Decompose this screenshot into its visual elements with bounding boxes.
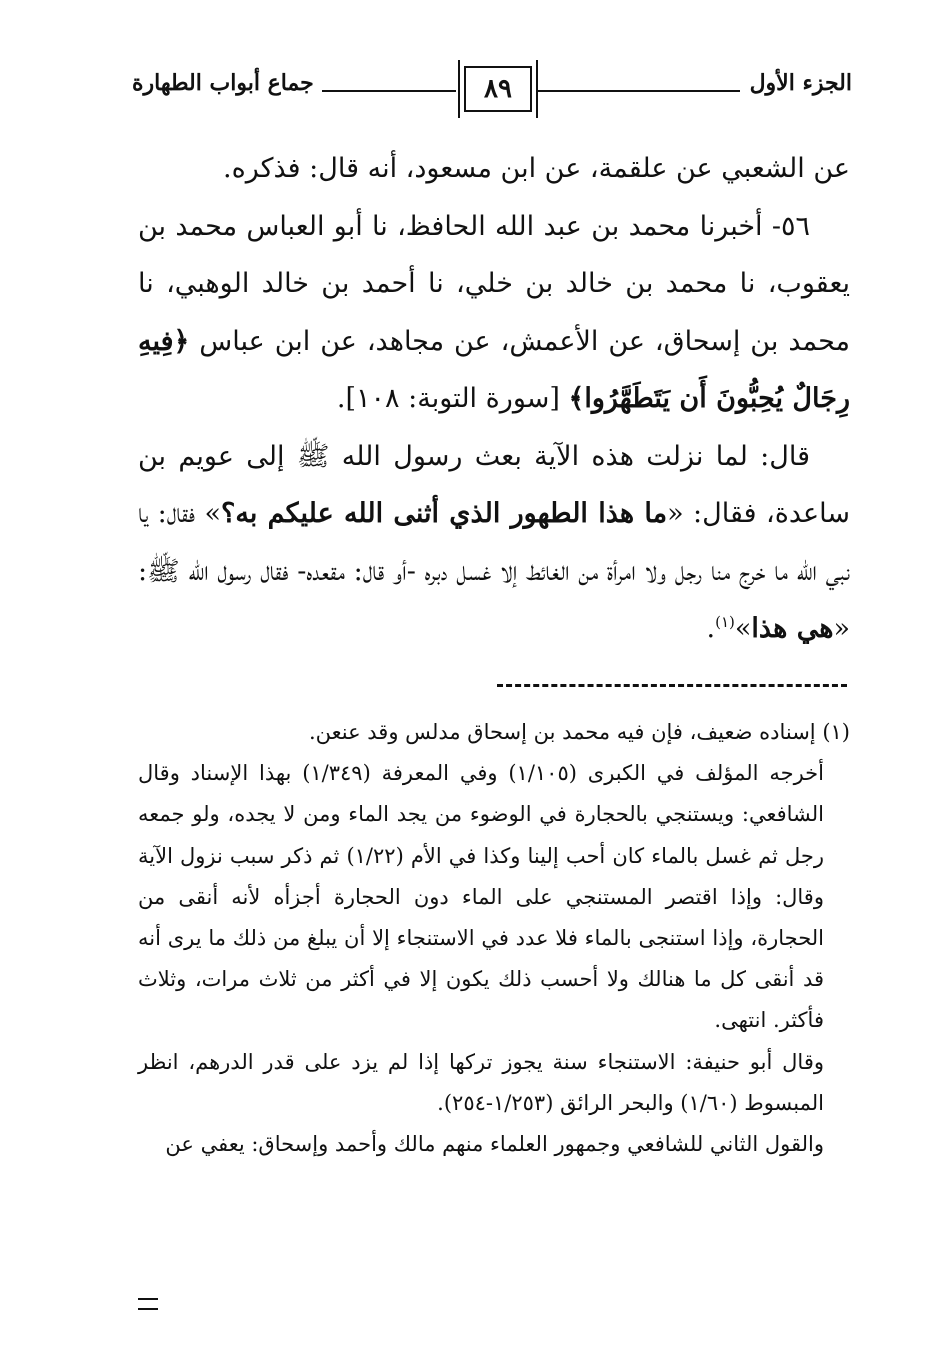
hadith-isnad: ٥٦- أخبرنا محمد بن عبد الله الحافظ، نا أبو العباس محمد بن يعقوب، نا محمد بن خالد بن خلي، نا أحمد بن خالد الوهبي، نا محمد بن إسحاق، عن الأعمش، عن مجاهد، عن ابن عباس [138,210,850,357]
footnotes [138,712,850,1165]
prophet-quote-2: هي هذا [751,613,834,644]
quote-close: » [734,613,752,644]
footnote-separator [497,684,847,687]
ayah-reference: [سورة التوبة: ١٠٨]. [336,383,569,414]
narration-end: . [706,613,716,644]
chapter-title: جماع أبواب الطهارة [132,70,314,96]
footnote-1-continued: والقول الثاني للشافعي وجمهور العلماء منهم مالك وأحمد وإسحاق: يعفي عن [165,1132,824,1157]
header-rule-left [322,90,456,92]
paragraph-hadith-56 [138,198,850,428]
footnote-1-hanafi: وقال أبو حنيفة: الاستنجاء سنة يجوز تركها إذا لم يزد على قدر الدرهم، انظر المبسوط (١/٦٠) والبحر الرائق (١/٢٥٣-٢٥٤). [138,1049,824,1115]
footnote-1: (١) إسناده ضعيف، فإن فيه محمد بن إسحاق مدلس وقد عنعن. [308,720,850,744]
running-header [132,62,852,118]
main-text [138,140,850,658]
footnote-ref-1[interactable]: (١) [715,613,735,631]
narration-text-1: قال: لما نزلت هذه الآية بعث رسول الله ﷺ إلى عويم بن ساعدة، فقال: « [138,440,851,529]
narration-text-2: » فقال: يا نبي الله ما خرج منا رجل ولا امرأة من الغائط إلا غسل دبره -أو قال: مقعده- فقال رسول الله ﷺ: « [138,498,850,644]
paragraph-narration [138,428,850,658]
quran-ayah: ﴿فِيهِ رِجَالٌ يُحِبُّونَ أَن يَتَطَهَّرُوا﴾ [138,325,850,414]
footnote-1-takhrij: أخرجه المؤلف في الكبرى (١/١٠٥) وفي المعرفة (١/٣٤٩) بهذا الإسناد وقال الشافعي: ويستنجي بالحجارة في الوضوء من يجد الماء ومن لا يجده، ولو جمعه رجل ثم غسل بالماء كان أحب إلينا وكذا في الأم (١/٢٢) ثم ذكر سبب نزول الآية وقال: وإذا اقتصر المستنجي على الماء دون الحجارة أجزأه لأنه أنقى من الحجارة، وإذا استنجى بالماء فلا عدد في الاستنجاء إلا أن يبلغ من ذلك ما يرى أنه قد أنقى كل ما هنالك ولا أحسب ذلك يكون إلا في أكثر من ثلاث مرات، وثلاث فأكثر. انتهى. [138,761,825,1033]
page-number: ٨٩ [464,66,532,112]
header-rule-right [536,90,740,92]
paragraph-1: عن الشعبي عن علقمة، عن ابن مسعود، أنه قال: فذكره. [223,153,850,184]
prophet-quote-1: ما هذا الطهور الذي أثنى الله عليكم به؟ [221,498,668,529]
continuation-mark [138,1298,158,1310]
volume-label: الجزء الأول [749,70,852,96]
